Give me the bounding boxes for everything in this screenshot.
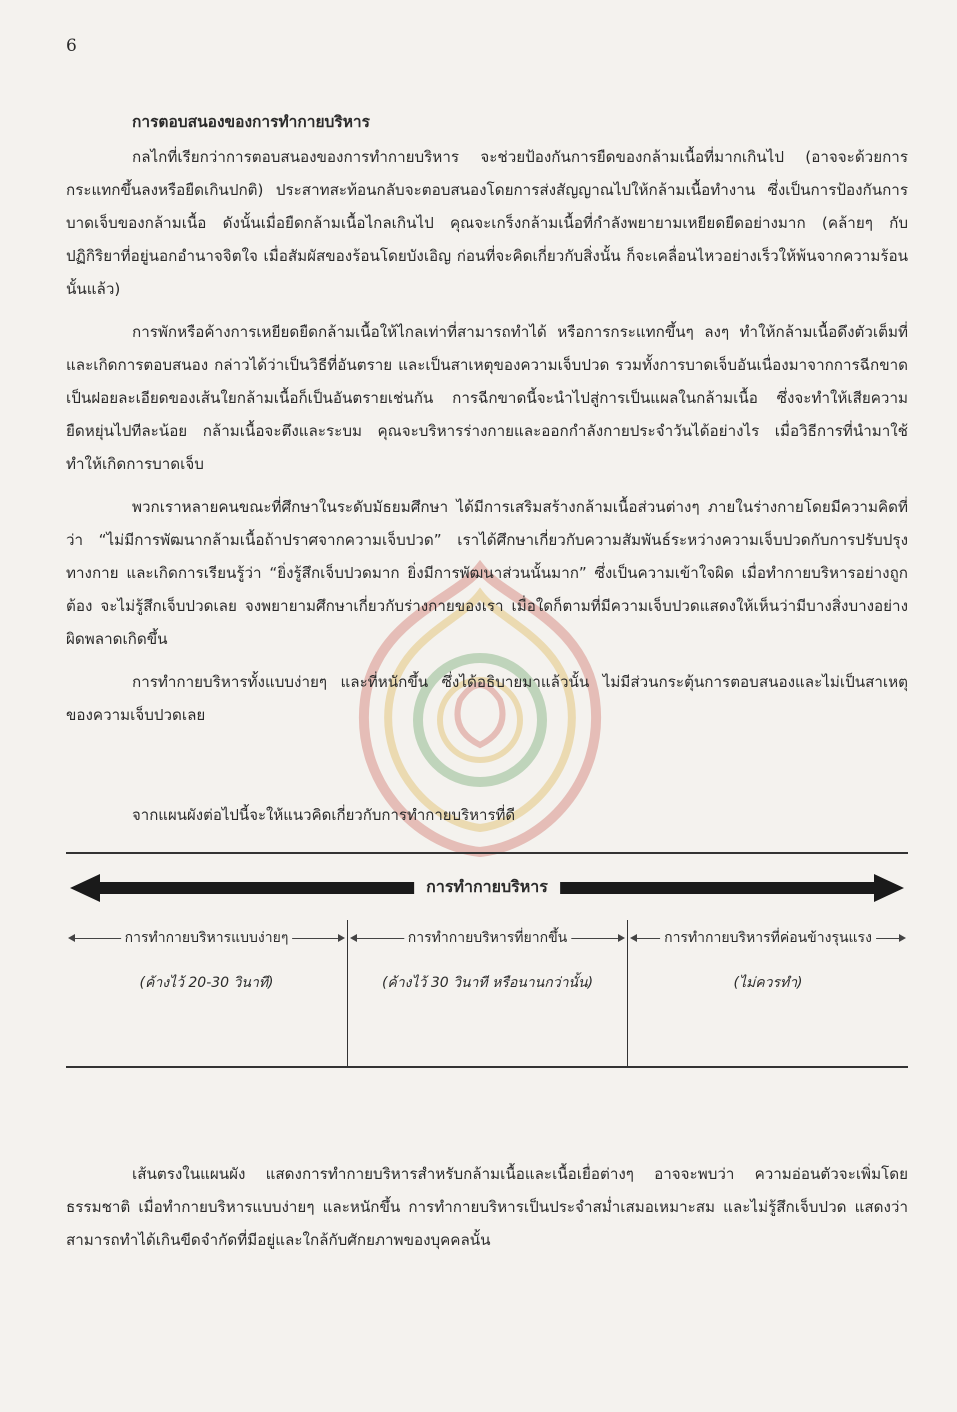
diagram-column-intense [628, 920, 908, 1066]
body-content [66, 106, 908, 742]
section-heading: การตอบสนองของการทำกายบริหาร [132, 113, 370, 131]
column-note: (ค้างไว้ 20-30 วินาที) [139, 975, 274, 991]
diagram-columns [66, 920, 908, 1066]
column-label: การทำกายบริหารที่ยากขึ้น [404, 925, 571, 951]
closing-paragraph: เส้นตรงในแผนผัง แสดงการทำกายบริหารสำหรับกล้ามเนื้อและเนื้อเยื่อต่างๆ อาจจะพบว่า ความอ่อนตัวจะเพิ่มโดยธรรมชาติ เมื่อทำกายบริหารแบบง่ายๆ และหนักขึ้น การทำกายบริหารเป็นประจำสม่ำเสมอเหมาะสม และไม่รู้สึกเจ็บปวด แสดงว่าสามารถทำได้เกินขีดจำกัดที่มีอยู่และใกล้กับศักยภาพของบุคคลนั้น [66, 1165, 908, 1249]
diagram-column-easy [66, 920, 348, 1066]
paragraph-4: การทำกายบริหารทั้งแบบง่ายๆ และที่หนักขึ้น ซึ่งได้อธิบายมาแล้วนั้น ไม่มีส่วนกระตุ้นการตอบสนองและไม่เป็นสาเหตุของความเจ็บปวดเลย [66, 673, 908, 724]
column-note: (ค้างไว้ 30 วินาที หรือนานกว่านั้น) [381, 975, 594, 991]
column-label: การทำกายบริหารที่ค่อนข้างรุนแรง [660, 925, 876, 951]
diagram-column-harder [348, 920, 628, 1066]
diagram-intro: จากแผนผังต่อไปนี้จะให้แนวคิดเกี่ยวกับการทำกายบริหารที่ดี [132, 806, 516, 824]
stretching-diagram [66, 852, 908, 1068]
page-number: 6 [66, 36, 77, 56]
column-note: (ไม่ควรทำ) [733, 975, 803, 991]
diagram-title: การทำกายบริหาร [414, 873, 560, 901]
paragraph-1: กลไกที่เรียกว่าการตอบสนองของการทำกายบริหาร จะช่วยป้องกันการยืดของกล้ามเนื้อที่มากเกินไป (อาจจะด้วยการกระแทกขึ้นลงหรือยืดเกินปกติ) ประสาทสะท้อนกลับจะตอบสนองโดยการส่งสัญญาณไปให้กล้ามเนื้อทำงาน ซึ่งเป็นการป้องกันการบาดเจ็บของกล้ามเนื้อ ดังนั้นเมื่อยืดกล้ามเนื้อไกลเกินไป คุณจะเกร็งกล้ามเนื้อที่กำลังพยายามเหยียดยืดอย่างมาก (คล้ายๆ กับปฏิกิริยาที่อยู่นอกอำนาจจิตใจ เมื่อสัมผัสของร้อนโดยบังเอิญ ก่อนที่จะคิดเกี่ยวกับสิ่งนั้น ก็จะเคลื่อนไหวอย่างเร็วให้พ้นจากความร้อนนั้นแล้ว) [66, 148, 908, 298]
paragraph-2: การพักหรือค้างการเหยียดยืดกล้ามเนื้อให้ไกลเท่าที่สามารถทำได้ หรือการกระแทกขึ้นๆ ลงๆ ทำให้กล้ามเนื้อดึงตัวเต็มที่และเกิดการตอบสนอง กล่าวได้ว่าเป็นวิธีที่อันตราย และเป็นสาเหตุของความเจ็บปวด รวมทั้งการบาดเจ็บอันเนื่องมาจากการฉีกขาดเป็นฝอยละเอียดของเส้นใยกล้ามเนื้อก็เป็นอันตรายเช่นกัน การฉีกขาดนี้จะนำไปสู่การเป็นแผลในกล้ามเนื้อ ซึ่งจะทำให้เสียความยืดหยุ่นไปทีละน้อย กล้ามเนื้อจะตึงและระบม คุณจะบริหารร่างกายและออกกำลังกายประจำวันได้อย่างไร เมื่อวิธีการที่นำมาใช้ทำให้เกิดการบาดเจ็บ [66, 323, 908, 473]
column-label: การทำกายบริหารแบบง่ายๆ [121, 925, 293, 951]
paragraph-3: พวกเราหลายคนขณะที่ศึกษาในระดับมัธยมศึกษา ได้มีการเสริมสร้างกล้ามเนื้อส่วนต่างๆ ภายในร่างกายโดยมีความคิดที่ว่า “ไม่มีการพัฒนากล้ามเนื้อถ้าปราศจากความเจ็บปวด” เราได้ศึกษาเกี่ยวกับความสัมพันธ์ระหว่างความเจ็บปวดกับการปรับปรุงทางกาย และเกิดการเรียนรู้ว่า “ยิ่งรู้สึกเจ็บปวดมาก ยิ่งมีการพัฒนาส่วนนั้นมาก” ซึ่งเป็นความเข้าใจผิด เมื่อทำกายบริหารอย่างถูกต้อง จะไม่รู้สึกเจ็บปวดเลย จงพยายามศึกษาเกี่ยวกับร่างกายของเรา เมื่อใดก็ตามที่มีความเจ็บปวดแสดงให้เห็นว่ามีบางสิ่งบางอย่างผิดพลาดเกิดขึ้น [66, 498, 908, 648]
